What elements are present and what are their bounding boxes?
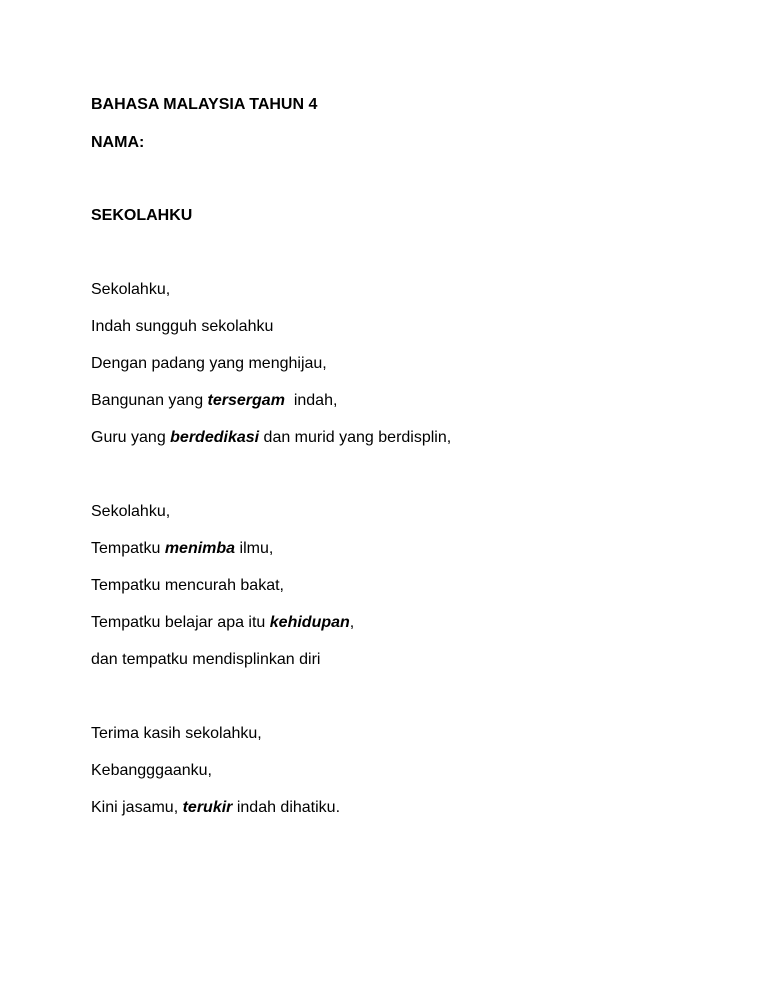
- name-label: NAMA:: [91, 134, 145, 151]
- stanza1-line1: Sekolahku,: [91, 281, 171, 298]
- subject-heading: BAHASA MALAYSIA TAHUN 4: [91, 96, 318, 113]
- keyword-kehidupan: kehidupan: [269, 614, 350, 631]
- stanza1-line4: [91, 391, 337, 411]
- stanza2-line5: dan tempatku mendisplinkan diri: [91, 651, 321, 668]
- stanza2-line1: Sekolahku,: [91, 503, 171, 520]
- stanza3-line3-text: Kini jasamu,: [91, 799, 183, 816]
- stanza2-line4: [91, 613, 354, 633]
- keyword-berdedikasi: berdedikasi: [170, 429, 260, 446]
- keyword-terukir: terukir: [182, 799, 233, 816]
- stanza1-line5-tail: dan murid yang berdisplin,: [259, 429, 452, 446]
- stanza3-line1: Terima kasih sekolahku,: [91, 725, 262, 742]
- stanza3-line3-tail: indah dihatiku.: [232, 799, 341, 816]
- poem-title: SEKOLAHKU: [91, 207, 193, 224]
- keyword-tersergam: tersergam: [207, 392, 285, 409]
- stanza2-line2: [91, 539, 273, 559]
- stanza1-line5: [91, 428, 451, 448]
- stanza2-line4-tail: ,: [349, 614, 355, 631]
- stanza1-line5-text: Guru yang: [91, 429, 171, 446]
- stanza1-line2: Indah sungguh sekolahku: [91, 318, 274, 335]
- stanza2-line4-text: Tempatku belajar apa itu: [91, 614, 270, 631]
- stanza1-line4-text: Bangunan yang: [91, 392, 208, 409]
- stanza2-line2-text: Tempatku: [91, 540, 165, 557]
- keyword-menimba: menimba: [164, 540, 236, 557]
- stanza3-line2: Kebangggaanku,: [91, 762, 212, 779]
- stanza2-line3: Tempatku mencurah bakat,: [91, 577, 284, 594]
- stanza2-line2-tail: ilmu,: [235, 540, 274, 557]
- stanza1-line3: Dengan padang yang menghijau,: [91, 355, 327, 372]
- stanza1-line4-tail: indah,: [284, 392, 338, 409]
- stanza3-line3: [91, 798, 340, 818]
